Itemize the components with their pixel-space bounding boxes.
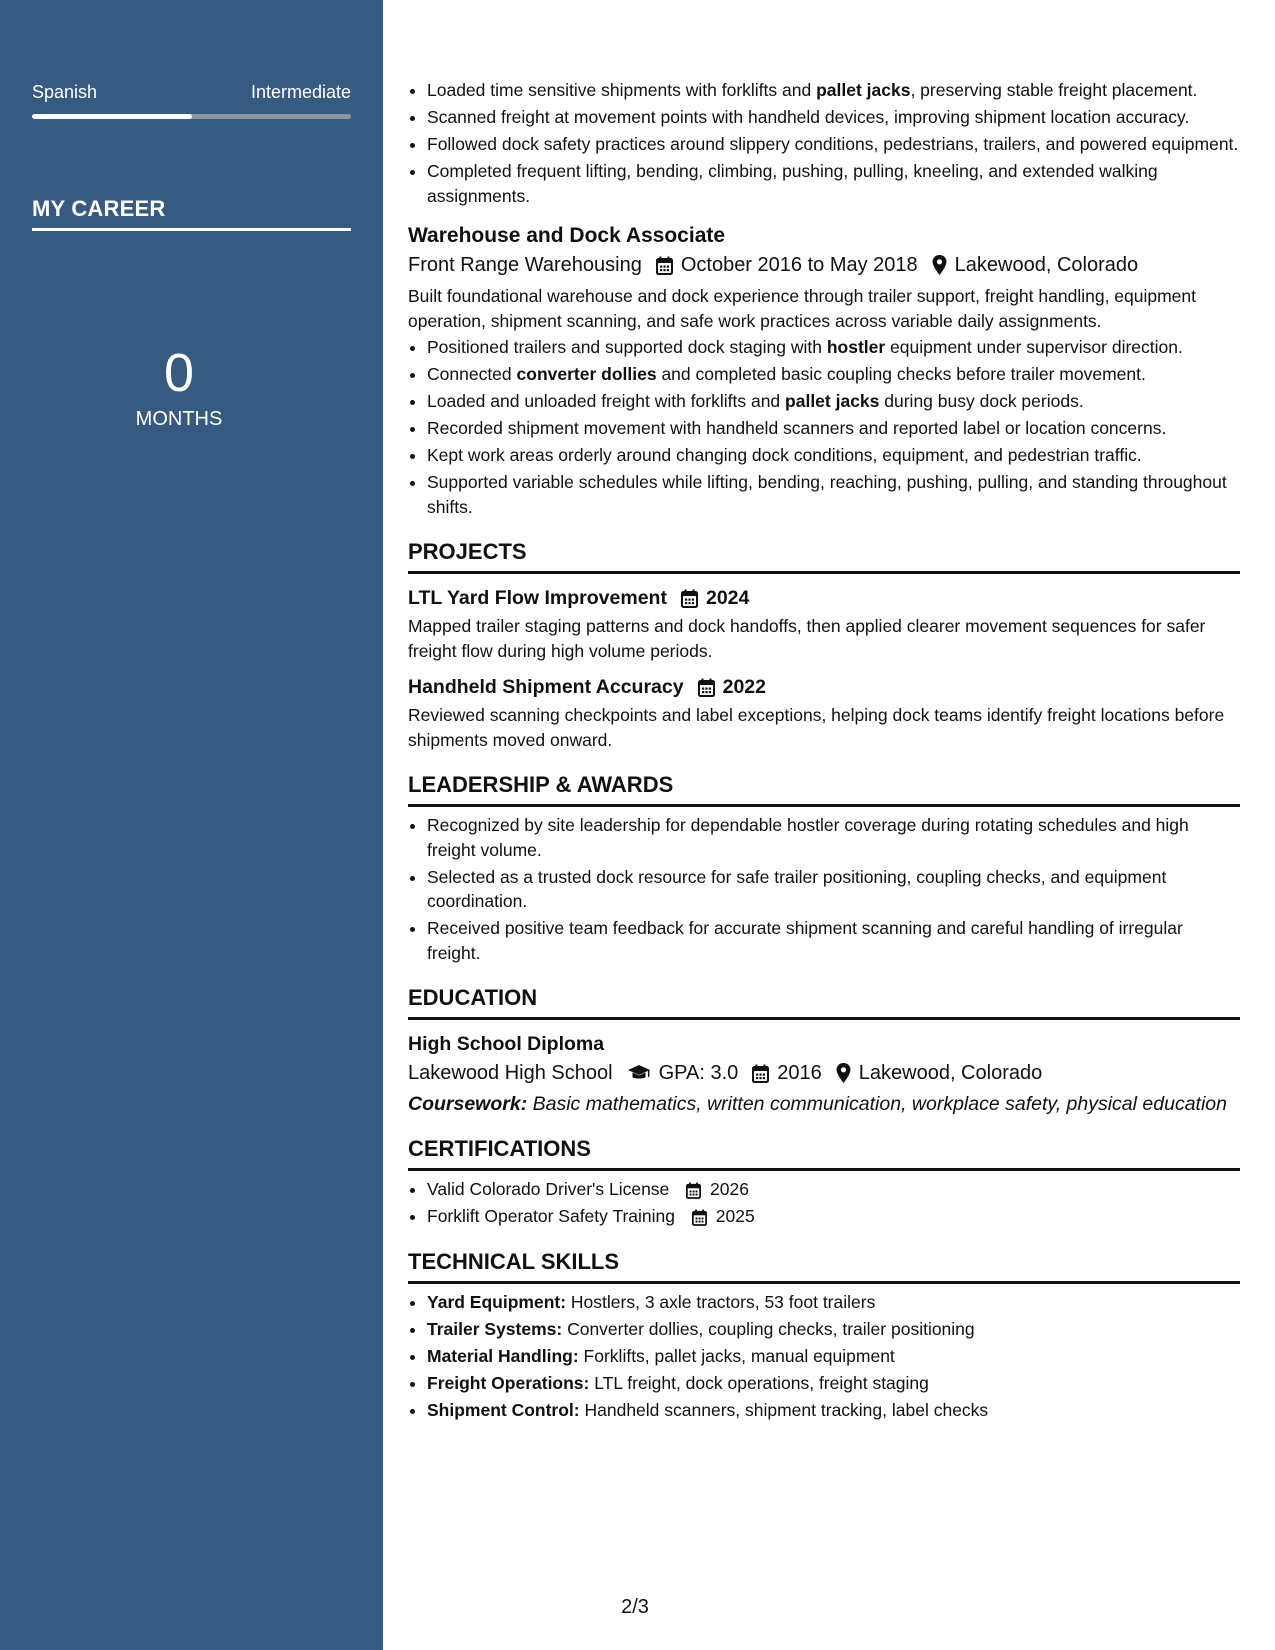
- page-number: 2/3: [621, 1596, 649, 1618]
- project-description: Reviewed scanning checkpoints and label exceptions, helping dock teams identify freight locations before shipments moved onward.: [408, 705, 1225, 750]
- leadership-heading: LEADERSHIP & AWARDS: [408, 770, 1240, 807]
- skill-value: Forklifts, pallet jacks, manual equipment: [578, 1345, 895, 1366]
- project-year: 2024: [705, 587, 750, 609]
- career-unit: MONTHS: [135, 408, 223, 430]
- skill-label: Material Handling:: [427, 1345, 579, 1366]
- list-item: [427, 1344, 1240, 1369]
- list-item: • Recognized by site leadership for dependable hostler coverage during rotating schedules and high freight volume.: [427, 813, 1240, 862]
- skill-label: Yard Equipment:: [427, 1291, 567, 1312]
- list-item: • Loaded and unloaded freight with forklifts and pallet jacks during busy dock periods.: [427, 389, 1240, 414]
- job-bullets: [408, 335, 1240, 519]
- skills-heading: TECHNICAL SKILLS: [408, 1247, 1240, 1284]
- skill-label: Trailer Systems:: [427, 1318, 563, 1339]
- list-item: • Positioned trailers and supported dock staging with hostler equipment under supervisor direction.: [427, 335, 1240, 360]
- skill-label: Freight Operations:: [427, 1372, 590, 1393]
- education-gpa: GPA: 3.0: [658, 1062, 739, 1084]
- list-item: • Loaded time sensitive shipments with forklifts and pallet jacks, preserving stable freight placement.: [427, 78, 1240, 103]
- education-school: Lakewood High School: [408, 1062, 613, 1084]
- list-item: • Supported variable schedules while lifting, bending, reaching, pushing, pulling, and standing throughout shifts.: [427, 470, 1240, 519]
- calendar-icon: [656, 256, 673, 275]
- skill-value: LTL freight, dock operations, freight staging: [589, 1372, 929, 1393]
- education-meta: [408, 1058, 1240, 1088]
- list-item: [427, 1317, 1240, 1342]
- calendar-icon: [752, 1064, 769, 1083]
- job-dates: October 2016 to May 2018: [680, 254, 918, 276]
- education-location: Lakewood, Colorado: [858, 1062, 1043, 1084]
- list-item: • Selected as a trusted dock resource for safe trailer positioning, coupling checks, and equipment coordination.: [427, 865, 1240, 914]
- language-proficiency-bar: [32, 114, 351, 119]
- job-description: Built foundational warehouse and dock experience through trailer support, freight handling, equipment operation, shipment scanning, and safe work practices across variable daily assignments.: [408, 286, 1197, 331]
- projects-heading: PROJECTS: [408, 537, 1240, 574]
- skills-list: [408, 1290, 1240, 1423]
- location-pin-icon: [836, 1063, 851, 1083]
- list-item: • Kept work areas orderly around changing dock conditions, equipment, and pedestrian traffic.: [427, 443, 1240, 468]
- calendar-icon: [698, 678, 715, 697]
- list-item: • Received positive team feedback for accurate shipment scanning and careful handling of irregular freight.: [427, 916, 1240, 965]
- language-row: [32, 82, 351, 103]
- career-heading: MY CAREER: [32, 196, 351, 231]
- sidebar: [0, 0, 383, 1650]
- main-content: [408, 78, 1240, 1425]
- certification-year: 2026: [710, 1179, 749, 1199]
- list-item: [427, 1204, 1240, 1229]
- language-proficiency-fill: [32, 114, 192, 119]
- project-title: Handheld Shipment Accuracy 2022: [408, 673, 1240, 701]
- leadership-bullets: [408, 813, 1240, 965]
- skill-value: Converter dollies, coupling checks, trailer positioning: [562, 1318, 975, 1339]
- project-title: LTL Yard Flow Improvement 2024: [408, 584, 1240, 612]
- list-item: • Connected converter dollies and completed basic coupling checks before trailer movement.: [427, 362, 1240, 387]
- career-stat: [0, 343, 358, 431]
- list-item: • Followed dock safety practices around slippery conditions, pedestrians, trailers, and powered equipment.: [427, 132, 1240, 157]
- education-coursework: Coursework: Basic mathematics, written communication, workplace safety, physical education: [408, 1093, 1227, 1115]
- certification-name: Forklift Operator Safety Training: [427, 1206, 676, 1226]
- certifications-list: [408, 1177, 1240, 1229]
- education-year: 2016: [777, 1062, 822, 1084]
- skill-value: Hostlers, 3 axle tractors, 53 foot trailers: [566, 1291, 876, 1312]
- list-item: • Recorded shipment movement with handheld scanners and reported label or location concerns.: [427, 416, 1240, 441]
- skill-value: Handheld scanners, shipment tracking, label checks: [579, 1399, 989, 1420]
- project-description: Mapped trailer staging patterns and dock handoffs, then applied clearer movement sequences for safer freight flow during high volume periods.: [408, 616, 1206, 661]
- language-level: Intermediate: [250, 82, 351, 102]
- list-item: [427, 1398, 1240, 1423]
- education-degree: High School Diploma: [408, 1033, 605, 1055]
- calendar-icon: [692, 1206, 707, 1226]
- certification-year: 2025: [715, 1206, 755, 1226]
- job-company: Front Range Warehousing: [408, 254, 642, 276]
- list-item: • Scanned freight at movement points with handheld devices, improving shipment location accuracy.: [427, 105, 1240, 130]
- certifications-heading: CERTIFICATIONS: [408, 1134, 1240, 1171]
- education-heading: EDUCATION: [408, 983, 1240, 1020]
- list-item: [427, 1290, 1240, 1315]
- list-item: [427, 1177, 1240, 1202]
- list-item: • Completed frequent lifting, bending, climbing, pushing, pulling, kneeling, and extended walking assignments.: [427, 159, 1240, 208]
- job-location: Lakewood, Colorado: [954, 254, 1139, 276]
- calendar-icon: [681, 589, 698, 608]
- experience-continued-bullets: [408, 78, 1240, 208]
- certification-name: Valid Colorado Driver's License: [427, 1179, 670, 1199]
- calendar-icon: [686, 1179, 701, 1199]
- language-name: Spanish: [32, 82, 98, 102]
- list-item: [427, 1371, 1240, 1396]
- graduation-cap-icon: [627, 1064, 651, 1082]
- career-value: 0: [163, 343, 195, 403]
- location-pin-icon: [932, 255, 947, 275]
- project-year: 2022: [722, 676, 766, 698]
- skill-label: Shipment Control:: [427, 1399, 580, 1420]
- job-title: Warehouse and Dock Associate: [408, 224, 726, 247]
- job-meta: [408, 250, 1240, 280]
